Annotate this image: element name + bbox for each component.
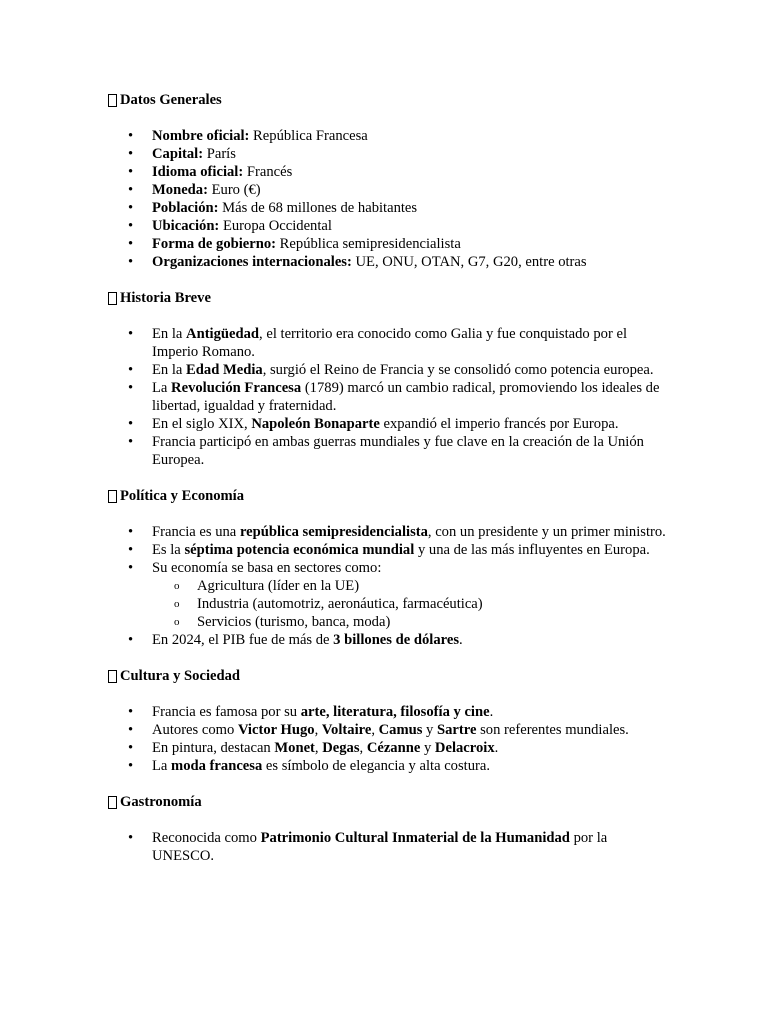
bold-text: Ubicación: (152, 218, 220, 234)
text-run: , surgió el Reino de Francia y se consolidó como potencia europea. (262, 362, 654, 378)
list-item (108, 361, 668, 379)
list-item (108, 163, 668, 181)
text-run: En el siglo XIX, (152, 416, 252, 432)
section-title: Datos Generales (120, 92, 222, 108)
text-run: son referentes mundiales. (476, 722, 629, 738)
text-run: Reconocida como (152, 830, 261, 846)
bullet-list (108, 703, 668, 775)
text-run: Francia es una (152, 524, 240, 540)
list-item (108, 181, 668, 199)
bold-text: república semipresidencialista (239, 524, 428, 540)
sub-list-item: o Servicios (turismo, banca, moda) (108, 613, 668, 631)
section-heading (108, 793, 668, 811)
text-run: , el territorio era conocido como Galia y fue conquistado por el Imperio Romano. (152, 326, 628, 360)
text-run: , (314, 740, 323, 756)
list-item (108, 379, 668, 415)
bold-text: Delacroix (434, 740, 495, 756)
bold-text: Napoleón Bonaparte (251, 416, 380, 432)
text-run: , (314, 722, 322, 738)
text-run: . (494, 740, 499, 756)
text-run: y una de las más influyentes en Europa. (414, 542, 650, 558)
list-item (108, 325, 668, 361)
bold-text: Población: (152, 200, 219, 216)
text-run: Euro (€) (207, 182, 261, 198)
bold-text: Moneda: (152, 182, 208, 198)
list-item (108, 739, 668, 757)
bold-text: Patrimonio Cultural Inmaterial de la Humanidad (260, 830, 570, 846)
section-heading (108, 289, 668, 307)
bullet-list (108, 523, 668, 649)
text-run: (1789) marcó un cambio radical, promoviendo los ideales de libertad, igualdad y fraternidad. (152, 380, 660, 414)
sub-list (152, 577, 668, 631)
sub-list-item: o Agricultura (líder en la UE) (108, 577, 668, 595)
text-run: En pintura, destacan (152, 740, 275, 756)
section-title: Historia Breve (120, 290, 211, 306)
missing-glyph-icon (108, 292, 117, 305)
section-heading (108, 91, 668, 109)
list-item (108, 721, 668, 739)
bold-text: arte, literatura, filosofía y cine (300, 704, 490, 720)
text-run: . (489, 704, 494, 720)
section-title: Gastronomía (120, 794, 202, 810)
list-item (108, 235, 668, 253)
bullet-list (108, 127, 668, 271)
list-item (108, 631, 668, 649)
bold-text: Antigüedad (186, 326, 260, 342)
bold-text: Idioma oficial: (152, 164, 244, 180)
bold-text: Monet (274, 740, 315, 756)
text-run: En la (152, 362, 187, 378)
list-item (108, 415, 668, 433)
list-item (108, 217, 668, 235)
section-title: Cultura y Sociedad (120, 668, 241, 684)
text-run: En la (152, 326, 187, 342)
text-run: y (422, 722, 437, 738)
missing-glyph-icon (108, 796, 117, 809)
section-heading (108, 667, 668, 685)
bold-text: Camus (378, 722, 423, 738)
text-run: UE, ONU, OTAN, G7, G20, entre otras (351, 254, 587, 270)
missing-glyph-icon (108, 670, 117, 683)
text-run: París (203, 146, 236, 162)
list-item (108, 541, 668, 559)
text-run: Francia participó en ambas guerras mundiales y fue clave en la creación de la Unión Europea. (152, 434, 644, 468)
text-run: y (420, 740, 435, 756)
text-run: , (359, 740, 367, 756)
list-item (108, 757, 668, 775)
text-run: Es la (152, 542, 185, 558)
section-heading (108, 487, 668, 505)
list-item (108, 145, 668, 163)
list-item (108, 703, 668, 721)
bold-text: Organizaciones internacionales: (152, 254, 352, 270)
bold-text: Victor Hugo (237, 722, 315, 738)
bullet-list (108, 829, 668, 865)
text-run: Europa Occidental (219, 218, 332, 234)
bold-text: Forma de gobierno: (152, 236, 277, 252)
missing-glyph-icon (108, 94, 117, 107)
text-run: , (371, 722, 379, 738)
list-item (108, 199, 668, 217)
list-item (108, 253, 668, 271)
text-run: Autores como (152, 722, 238, 738)
text-run: La (152, 380, 172, 396)
list-item (108, 433, 668, 469)
text-run: . (459, 632, 463, 648)
text-run: Más de 68 millones de habitantes (218, 200, 418, 216)
text-run: Francés (243, 164, 293, 180)
sub-list-item: o Industria (automotriz, aeronáutica, farmacéutica) (108, 595, 668, 613)
text-run: Francia es famosa por su (152, 704, 301, 720)
bold-text: Sartre (437, 722, 477, 738)
text-run: República Francesa (249, 128, 368, 144)
list-item (108, 523, 668, 541)
missing-glyph-icon (108, 490, 117, 503)
bold-text: Voltaire (321, 722, 372, 738)
bold-text: Edad Media (186, 362, 263, 378)
bold-text: Degas (322, 740, 360, 756)
list-item (108, 559, 668, 631)
bold-text: 3 billones de dólares (333, 632, 459, 648)
bold-text: séptima potencia económica mundial (184, 542, 415, 558)
bold-text: Capital: (152, 146, 204, 162)
bold-text: Cézanne (366, 740, 421, 756)
bold-text: Revolución Francesa (171, 380, 302, 396)
section-title: Política y Economía (120, 488, 245, 504)
text-run: por la UNESCO. (152, 830, 608, 864)
text-run: , con un presidente y un primer ministro. (427, 524, 666, 540)
list-item (108, 829, 668, 865)
text-run: es símbolo de elegancia y alta costura. (262, 758, 490, 774)
bullet-list (108, 325, 668, 469)
bold-text: moda francesa (171, 758, 263, 774)
text-run: República semipresidencialista (276, 236, 461, 252)
list-item (108, 127, 668, 145)
bold-text: Nombre oficial: (152, 128, 250, 144)
text-run: La (152, 758, 172, 774)
text-run: Su economía se basa en sectores como: (152, 560, 382, 576)
text-run: expandió el imperio francés por Europa. (379, 416, 619, 432)
text-run: En 2024, el PIB fue de más de (152, 632, 334, 648)
